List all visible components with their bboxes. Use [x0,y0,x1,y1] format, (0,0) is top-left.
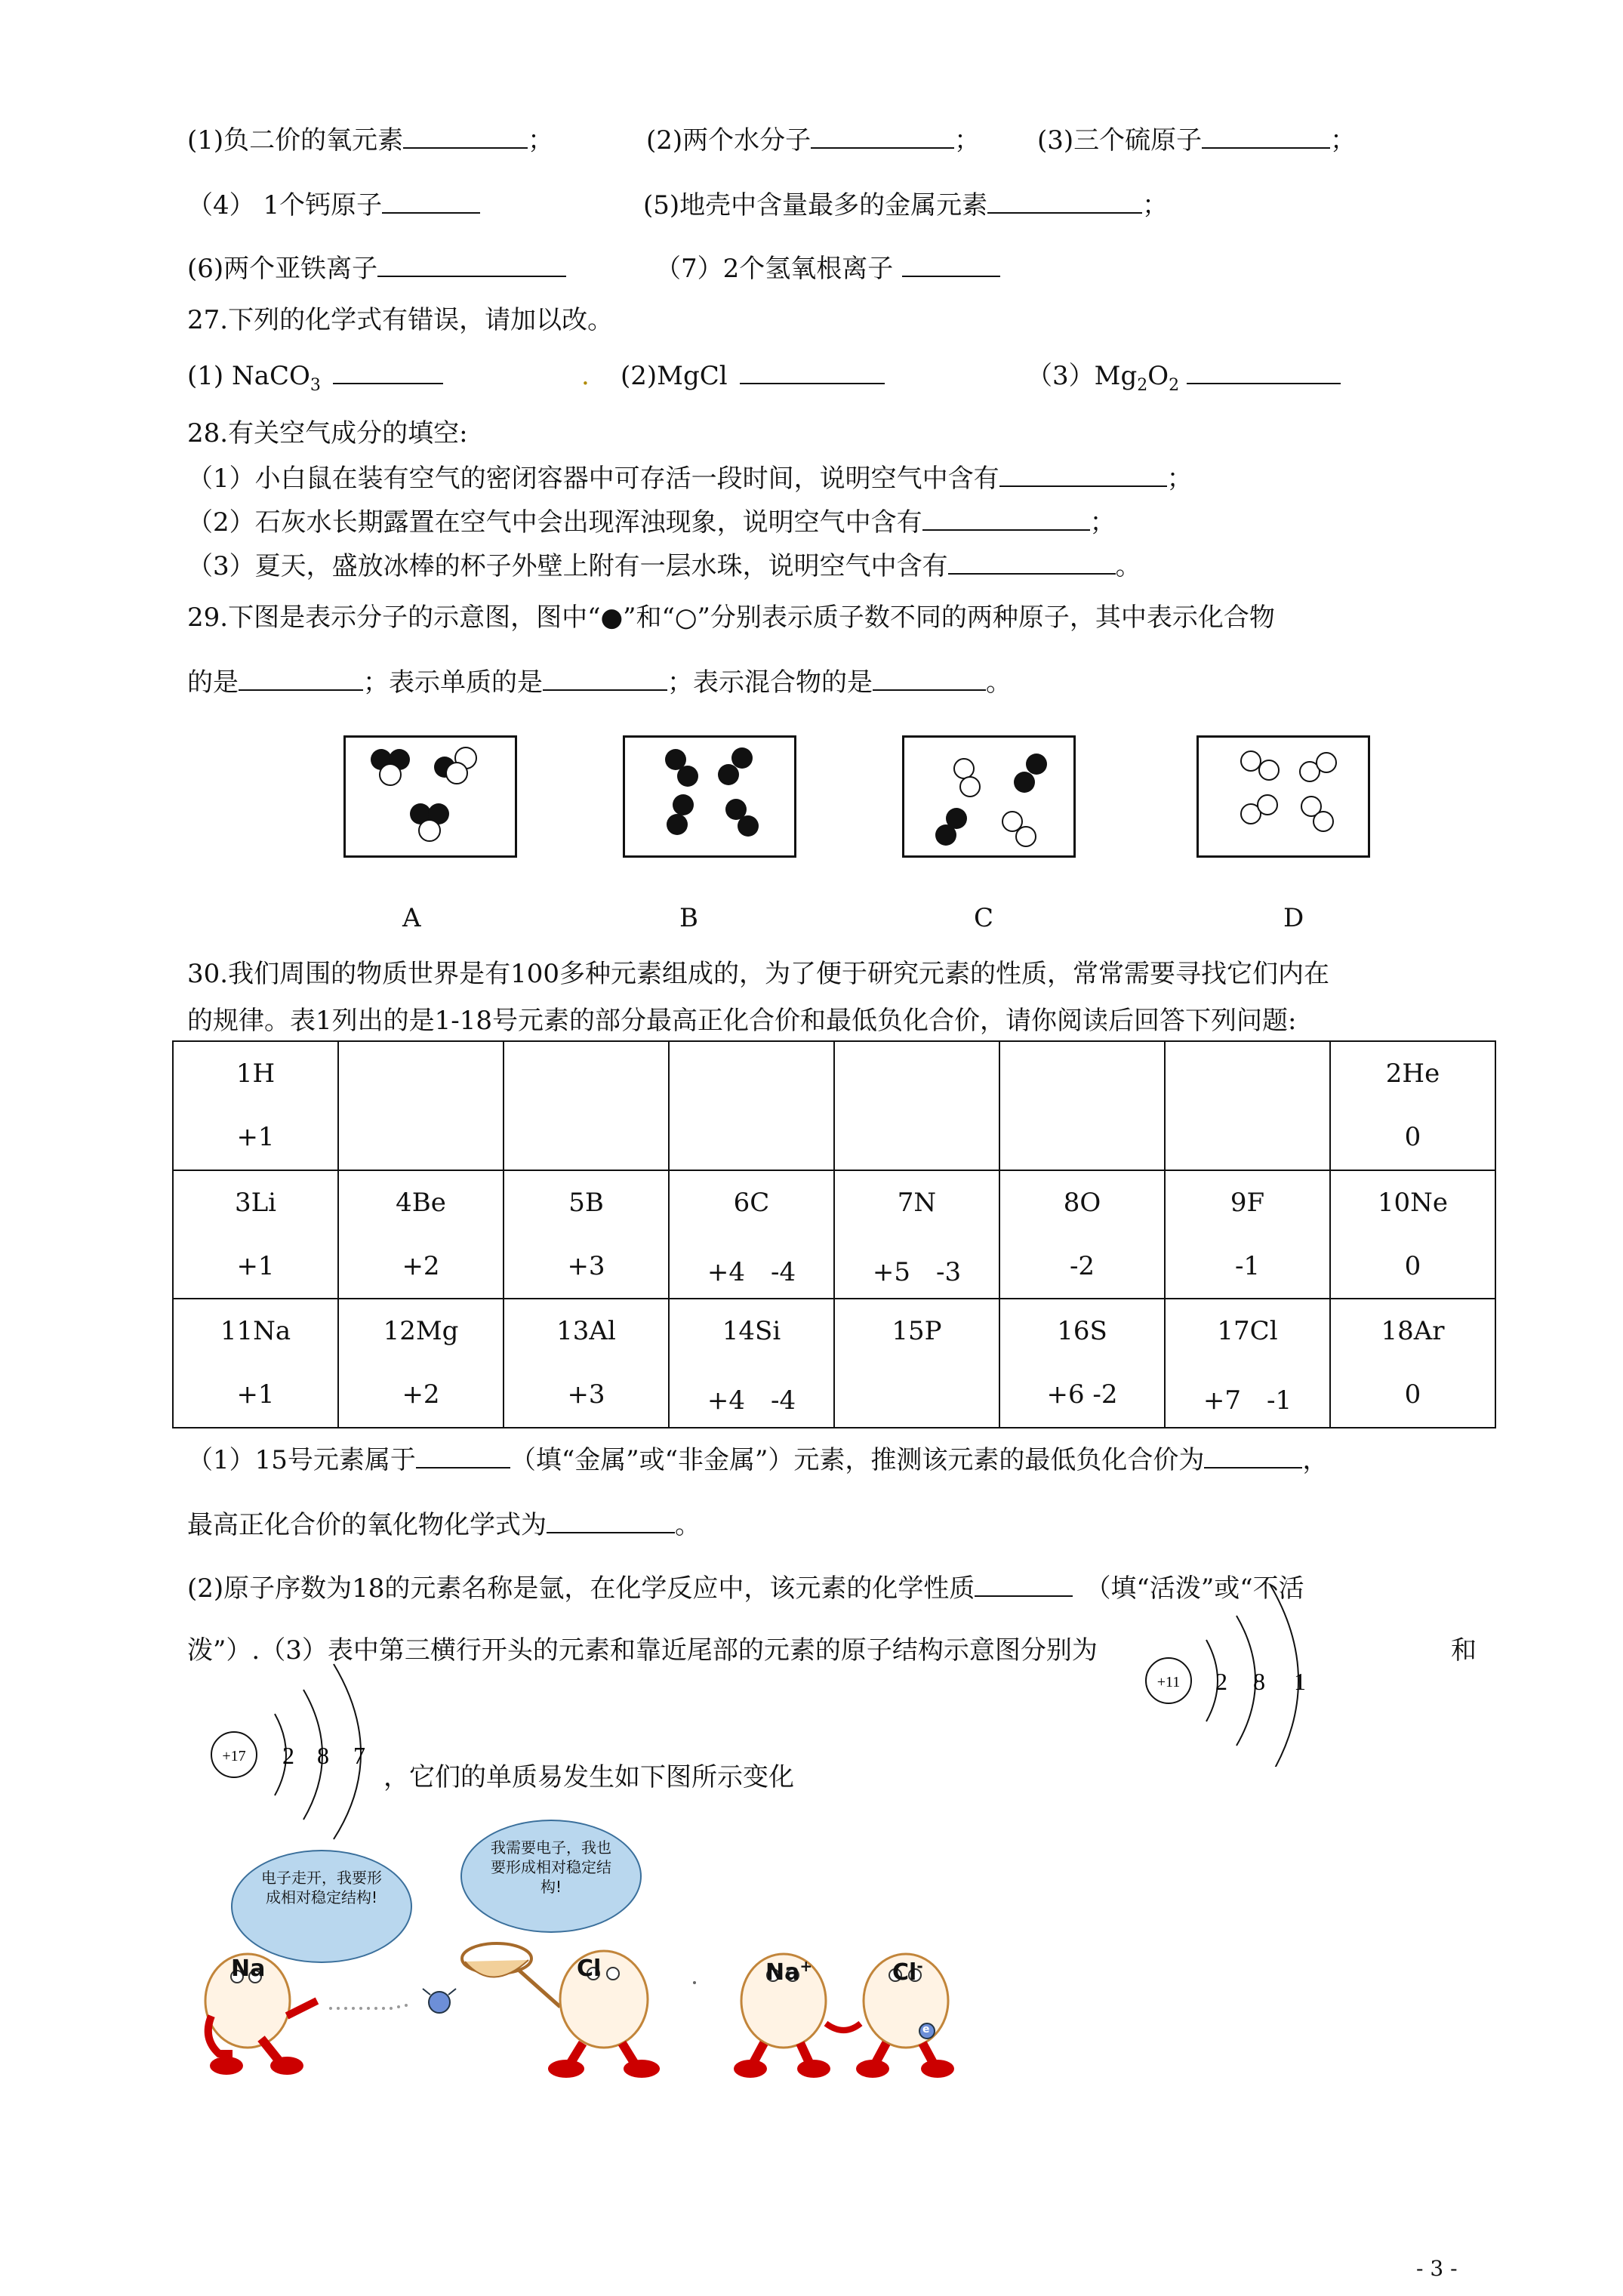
q30-sub2-text-a: (2)原子序数为18的元素名称是氩，在化学反应中，该元素的化学性质 [187,1573,975,1604]
subscript: 2 [1169,375,1180,395]
na-shell-3: 1 [1294,1668,1306,1695]
table-cell [504,1041,669,1170]
q29-blank-element[interactable] [543,667,667,691]
element-symbol [339,1059,503,1089]
q26-item1-label: (1)负二价的氧元素 [187,125,404,156]
cl-speech-text: 我需要电子，我也要形成相对稳定结构! [491,1838,611,1896]
element-symbol: 10Ne [1377,1187,1449,1218]
element-valence: +5 -3 [872,1256,962,1287]
q30-sub3-text-end: ，它们的单质易发生如下图所示变化 [383,1762,794,1792]
q28-line1-text: （1）小白鼠在装有空气的密闭容器中可存活一段时间，说明空气中含有 [187,464,999,494]
element-valence: 0 [1404,1250,1421,1281]
element-symbol: 7N [897,1187,937,1218]
q29-blank-compound[interactable] [239,667,363,691]
element-symbol: 18Ar [1381,1316,1445,1347]
q30-sub1-text-a: （1）15号元素属于 [187,1445,416,1475]
element-valence: 0 [1404,1122,1421,1152]
q26-blank1[interactable] [403,125,528,149]
q26-blank4[interactable] [382,190,480,214]
table-cell [338,1299,504,1428]
element-symbol: 14Si [722,1316,781,1347]
q26-item6 [187,252,566,285]
q30-sub3-and: 和 [1451,1635,1477,1666]
q27-item2-label: (2)MgCl [621,361,728,391]
q28-line3-text: （3）夏天，盛放冰棒的杯子外壁上附有一层水珠，说明空气中含有 [187,551,948,581]
element-symbol: 13Al [556,1316,616,1347]
element-valence: +7 -1 [1203,1385,1292,1416]
q28-line2 [187,506,1116,539]
q30-sub1 [187,1444,1328,1477]
na-atom-diagram [1140,1570,1336,1767]
q27-item1 [187,359,443,402]
molecule-box-c [902,735,1076,858]
element-valence [504,1122,668,1152]
subscript: 2 [1137,375,1148,395]
subscript: 3 [310,375,321,395]
q27-blank2[interactable] [740,360,885,384]
table-cell [999,1170,1165,1299]
q29-blank-mixture[interactable] [873,667,986,691]
element-valence: +2 [402,1250,440,1281]
table-cell [999,1299,1165,1428]
na-speech-text: 电子走开，我要形成相对稳定结构! [261,1869,382,1906]
cl-shell-1: 2 [282,1742,294,1769]
q28-line3 [187,550,1141,583]
q30-sub1-text-d: 最高正化合价的氧化物化学式为 [187,1510,547,1540]
molecule-box-b [623,735,796,858]
punct: 。 [675,1510,701,1540]
q27-item3 [1027,359,1341,402]
element-valence: +4 -4 [707,1256,796,1287]
q27-blank3[interactable] [1187,360,1341,384]
element-symbol: 2He [1385,1059,1440,1089]
punct: ； [1142,190,1169,220]
q26-line1 [187,124,553,157]
cl-nucleus-charge: +17 [222,1748,246,1764]
table-cell [504,1299,669,1428]
option-b-label: B [679,903,698,933]
q26-item7 [655,252,1000,285]
table-cell [173,1170,338,1299]
q26-item5-label: (5)地壳中含量最多的金属元素 [643,190,988,220]
table-cell [999,1041,1165,1170]
punct: ； [1089,507,1116,538]
option-d-label: D [1283,903,1304,933]
element-valence [835,1122,999,1152]
q30-sub2-text-b: （填“活泼”或“不活 [1085,1573,1304,1604]
q26-blank6[interactable] [377,253,566,277]
element-valence: +2 [402,1379,440,1410]
q29-text-a: 的是 [187,667,239,698]
table-row [173,1041,1495,1170]
cl-shell-2: 8 [317,1742,329,1769]
element-symbol: 6C [733,1187,770,1218]
punct: ， [1302,1445,1329,1475]
element-valence: -1 [1234,1250,1261,1281]
table-cell [669,1299,834,1428]
element-symbol: 5B [568,1187,604,1218]
q27-blank1[interactable] [333,360,443,384]
cl-atom-diagram [204,1661,393,1842]
q27-item3-label: （3）Mg [1027,361,1138,391]
na-ion-label [765,1957,812,1986]
q26-blank3[interactable] [1202,125,1330,149]
q26-blank7[interactable] [902,253,1000,277]
element-valence: +3 [567,1250,605,1281]
q26-item5 [643,189,1168,222]
punct: ； [954,125,981,156]
element-valence: +1 [236,1250,275,1281]
na-ion-charge: + [799,1957,813,1975]
q26-item7-label: （7）2个氢氧根离子 [655,254,894,284]
element-symbol: 3Li [234,1187,277,1218]
holding-hands [826,2023,861,2030]
q28-line2-text: （2）石灰水长期露置在空气中会出现浑浊现象，说明空气中含有 [187,507,922,538]
element-symbol [670,1059,833,1089]
q28-title: 28.有关空气成分的填空: [187,418,468,448]
q29-line2 [187,666,1012,699]
q30-sub1-line2 [187,1509,701,1542]
cl-label: Cl [577,1955,602,1982]
option-a-label: A [402,903,421,933]
q30-blank-activity[interactable] [975,1573,1073,1597]
q30-intro-line1: 30.我们周围的物质世界是有100多种元素组成的，为了便于研究元素的性质，常常需要寻找它们内在 [187,959,1329,989]
table-row [173,1299,1495,1428]
element-symbol: 12Mg [383,1316,459,1347]
q26-item3 [1037,124,1356,157]
q30-blank-oxide[interactable] [547,1509,675,1533]
q28-line1 [187,462,1193,495]
molecule-box-d [1196,735,1370,858]
q30-blank-valence[interactable] [1204,1444,1302,1469]
electron-icon [423,1989,456,2013]
table-cell [173,1299,338,1428]
element-valence [1000,1122,1164,1152]
element-valence [1166,1122,1329,1152]
q30-intro-line2: 的规律。表1列出的是1-18号元素的部分最高正化合价和最低负化合价，请你阅读后回答下列问题: [187,1006,1297,1036]
cl-shell-3: 7 [353,1742,365,1769]
q27-item2 [621,359,885,393]
na-shell-2: 8 [1253,1668,1265,1695]
punct: 。 [986,667,1012,698]
q30-sub3-text: 泼”）.（3）表中第三横行开头的元素和靠近尾部的元素的原子结构示意图分别为 [187,1635,1098,1666]
element-valence: 0 [1404,1379,1421,1410]
table-row [173,1170,1495,1299]
q26-item2-label: (2)两个水分子 [646,125,812,156]
table-cell [834,1299,999,1428]
q29-question: 29.下图是表示分子的示意图，图中“●”和“○”分别表示质子数不同的两种原子，其中表示化合物 [187,603,1275,633]
element-symbol [1166,1059,1329,1089]
formula-part: O [1147,361,1169,391]
element-valence [339,1122,503,1152]
q28-blank3[interactable] [948,550,1116,575]
element-valence: +6 -2 [1046,1379,1118,1410]
na-nucleus-charge: +11 [1156,1674,1181,1690]
na-cl-cartoon [196,1910,989,2091]
q26-blank5[interactable] [987,190,1142,214]
cl-character [548,1951,660,2078]
element-valence: +1 [236,1379,275,1410]
periodic-table [172,1040,1496,1428]
table-cell [173,1041,338,1170]
molecule-box-a [343,735,517,858]
element-symbol: 15P [892,1316,942,1347]
element-symbol: 8O [1063,1187,1101,1218]
table-cell [1330,1299,1495,1428]
element-symbol: 11Na [220,1316,291,1347]
q26-item4 [187,189,480,222]
table-cell [834,1041,999,1170]
table-cell [1165,1299,1330,1428]
table-cell [1165,1170,1330,1299]
element-symbol: 4Be [396,1187,446,1218]
element-symbol [1000,1059,1164,1089]
q26-item4-label: （4） 1个钙原子 [187,190,383,220]
electron-trail [329,2004,408,2010]
q28-blank2[interactable] [922,507,1090,531]
element-valence: -2 [1069,1250,1095,1281]
table-cell [1330,1170,1495,1299]
na-shell-1: 2 [1215,1668,1227,1695]
element-symbol: 17Cl [1217,1316,1278,1347]
table-cell [669,1041,834,1170]
element-valence [670,1122,833,1152]
table-cell [338,1041,504,1170]
element-symbol: 9F [1230,1187,1265,1218]
punct: ； [1166,464,1193,494]
table-cell [504,1170,669,1299]
q26-blank2[interactable] [811,125,954,149]
stray-dot: . [581,361,590,391]
table-cell [834,1170,999,1299]
element-valence: +4 -4 [707,1385,796,1416]
na-label: Na [231,1955,266,1982]
cl-ion-symbol: Cl [892,1959,917,1986]
option-c-label: C [974,903,994,933]
element-valence [835,1379,999,1410]
q26-item3-label: (3)三个硫原子 [1037,125,1203,156]
table-cell [1330,1041,1495,1170]
q29-text-b: ；表示单质的是 [363,667,543,698]
cl-ion-charge: - [916,1957,923,1975]
q27-title: 27.下列的化学式有错误，请加以改。 [187,305,614,335]
q26-item6-label: (6)两个亚铁离子 [187,254,378,284]
table-cell [1165,1041,1330,1170]
q27-item1-label: (1) NaCO [187,361,310,391]
punct: ； [528,125,554,156]
q30-blank-metal[interactable] [416,1444,510,1469]
q26-item2 [646,124,980,157]
q30-sub2 [187,1572,1304,1605]
table-cell [338,1170,504,1299]
element-valence: +3 [567,1379,605,1410]
punct: 。 [1115,551,1141,581]
separator-dot [693,1981,696,1984]
element-symbol: 1H [236,1059,276,1089]
element-symbol [835,1059,999,1089]
element-valence: +1 [236,1122,275,1152]
element-symbol [504,1059,668,1089]
cl-ion-label [892,1957,923,1986]
q30-sub1-text-b: （填“金属”或“非金属”）元素，推测该元素的最低负化合价为 [510,1445,1205,1475]
element-symbol: 16S [1057,1316,1107,1347]
q29-text-c: ；表示混合物的是 [667,667,873,698]
electron-label: e [922,2023,930,2036]
butterfly-net-icon [462,1943,560,2007]
page-number: - 3 - [1416,2256,1458,2281]
table-cell [669,1170,834,1299]
q28-blank1[interactable] [999,463,1167,487]
punct: ； [1330,125,1357,156]
na-ion-symbol: Na [765,1959,800,1986]
